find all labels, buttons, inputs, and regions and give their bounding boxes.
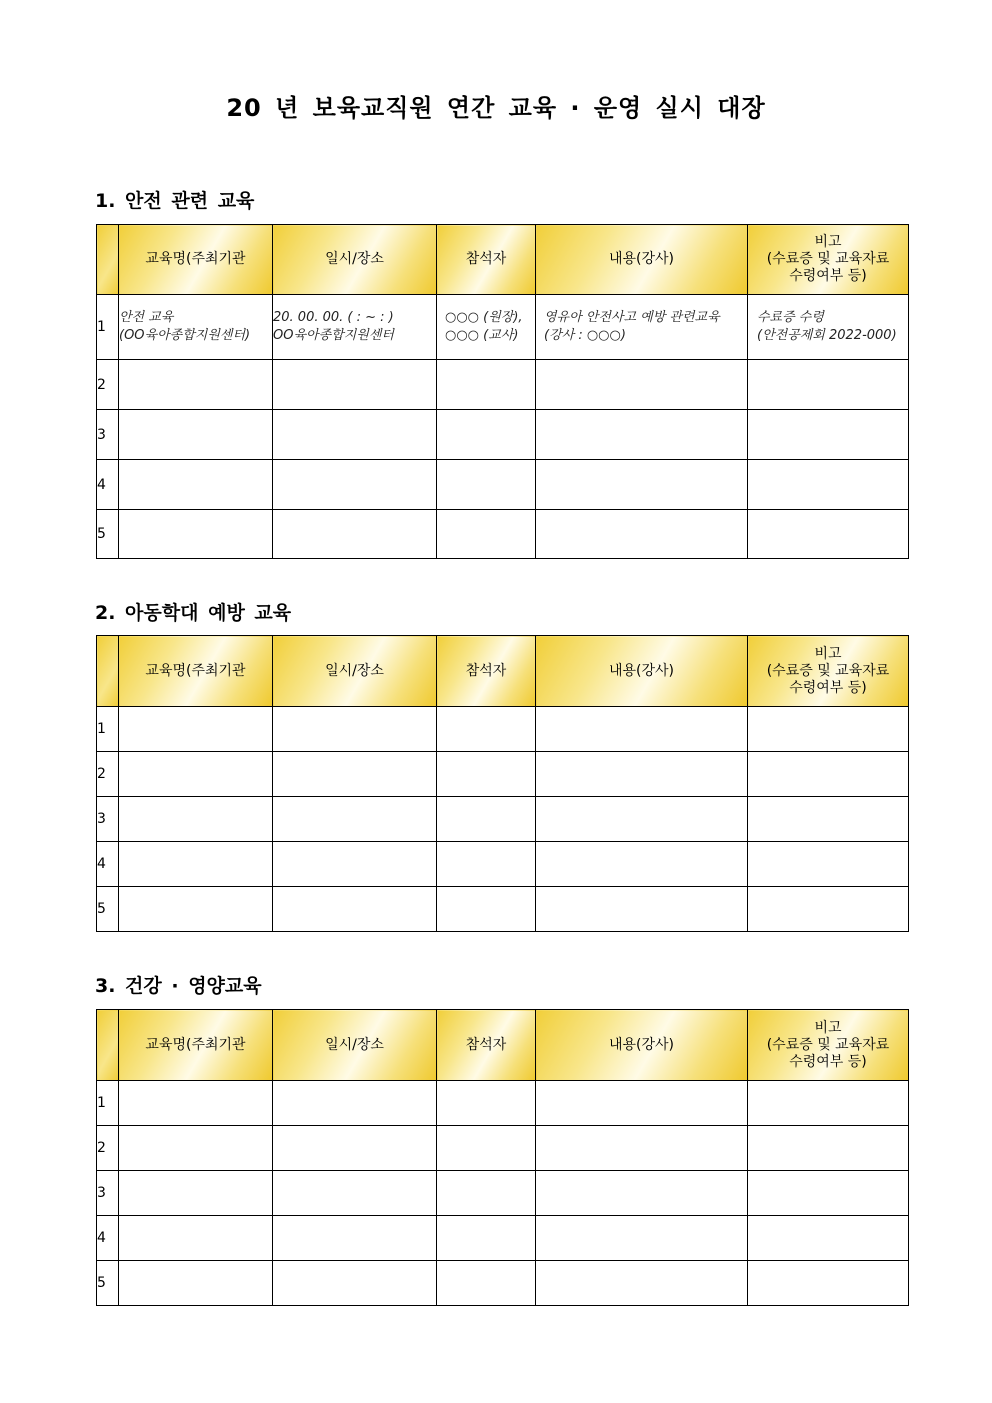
table-row [97, 842, 909, 887]
cell-remarks[interactable] [748, 797, 909, 842]
header-datetime: 일시/장소 [273, 225, 437, 295]
header-num [97, 636, 119, 707]
safety-education-table [96, 224, 909, 559]
cell-datetime[interactable] [273, 360, 437, 410]
name-line2: (OO육아종합지원센터) [119, 328, 251, 343]
header-remarks-line2: (수료증 및 교육자료 [766, 662, 890, 679]
row-number: 4 [97, 842, 119, 887]
cell-datetime[interactable] [273, 842, 437, 887]
cell-attendees[interactable] [437, 1171, 536, 1216]
cell-datetime[interactable] [273, 707, 437, 752]
cell-content[interactable] [536, 1171, 748, 1216]
header-content: 내용(강사) [536, 636, 748, 707]
header-row [97, 225, 909, 295]
cell-content[interactable] [536, 1081, 748, 1126]
cell-attendees[interactable] [437, 1081, 536, 1126]
cell-remarks[interactable] [748, 887, 909, 932]
datetime-line2: OO육아종합지원센터 [273, 328, 394, 343]
cell-attendees[interactable] [437, 752, 536, 797]
row-number: 1 [97, 1081, 119, 1126]
cell-attendees[interactable] [437, 797, 536, 842]
row-number: 1 [97, 707, 119, 752]
content-line2: (강사 : ○○○) [544, 328, 626, 343]
cell-attendees[interactable] [437, 460, 536, 510]
cell-content[interactable] [536, 707, 748, 752]
table-row [97, 510, 909, 559]
cell-content[interactable] [536, 1126, 748, 1171]
row-number: 3 [97, 1171, 119, 1216]
cell-remarks[interactable] [748, 842, 909, 887]
table-row [97, 707, 909, 752]
cell-name[interactable] [119, 797, 273, 842]
attendees-line2: ○○○ (교사) [445, 328, 519, 343]
cell-name[interactable] [119, 1216, 273, 1261]
cell-remarks[interactable] [748, 1126, 909, 1171]
cell-datetime[interactable] [273, 1216, 437, 1261]
header-remarks-line1: 비고 [814, 234, 842, 250]
cell-datetime[interactable] [273, 1081, 437, 1126]
content-line1: 영유아 안전사고 예방 관련교육 [544, 310, 720, 325]
header-name: 교육명(주최기관 [119, 225, 273, 295]
table-row [97, 797, 909, 842]
cell-content[interactable] [536, 797, 748, 842]
header-remarks-line3: 수령여부 등) [789, 268, 867, 284]
cell-attendees[interactable] [437, 707, 536, 752]
datetime-line1: 20. 00. 00. ( : ~ : ) [273, 310, 394, 325]
cell-remarks[interactable] [748, 360, 909, 410]
section-heading-child-abuse: 2. 아동학대 예방 교육 [95, 602, 292, 624]
cell-datetime[interactable] [273, 1171, 437, 1216]
cell-name[interactable] [119, 842, 273, 887]
cell-content[interactable] [536, 842, 748, 887]
row-number: 5 [97, 1261, 119, 1306]
cell-datetime[interactable] [273, 510, 437, 559]
cell-name[interactable] [119, 1126, 273, 1171]
section-heading-safety: 1. 안전 관련 교육 [95, 190, 255, 212]
cell-remarks[interactable] [748, 510, 909, 559]
table-row [97, 460, 909, 510]
health-nutrition-education-table [96, 1009, 909, 1306]
header-remarks-line1: 비고 [814, 645, 842, 662]
cell-datetime[interactable] [273, 410, 437, 460]
row-number: 2 [97, 360, 119, 410]
cell-datetime[interactable] [273, 752, 437, 797]
header-attendees: 참석자 [437, 636, 536, 707]
table-row [97, 1261, 909, 1306]
cell-name[interactable] [119, 410, 273, 460]
header-remarks-line3: 수령여부 등) [789, 1053, 867, 1070]
cell-content[interactable] [536, 1216, 748, 1261]
header-attendees: 참석자 [437, 225, 536, 295]
cell-content[interactable] [536, 410, 748, 460]
header-content: 내용(강사) [536, 1010, 748, 1081]
cell-datetime[interactable] [273, 460, 437, 510]
header-datetime: 일시/장소 [273, 1010, 437, 1081]
cell-content[interactable] [536, 887, 748, 932]
cell-attendees[interactable] [437, 410, 536, 460]
cell-attendees[interactable] [437, 1216, 536, 1261]
cell-attendees[interactable] [437, 842, 536, 887]
cell-remarks[interactable] [748, 1216, 909, 1261]
row-number: 3 [97, 797, 119, 842]
header-content: 내용(강사) [536, 225, 748, 295]
table-row [97, 1126, 909, 1171]
cell-content[interactable] [536, 295, 748, 360]
cell-remarks[interactable] [748, 1081, 909, 1126]
header-num [97, 1010, 119, 1081]
cell-datetime[interactable] [273, 887, 437, 932]
remarks-line1: 수료증 수령 [757, 310, 824, 325]
table-row [97, 360, 909, 410]
cell-remarks[interactable] [748, 410, 909, 460]
cell-name[interactable] [119, 360, 273, 410]
cell-name[interactable] [119, 707, 273, 752]
cell-datetime[interactable] [273, 1261, 437, 1306]
cell-content[interactable] [536, 460, 748, 510]
cell-datetime[interactable] [273, 295, 437, 360]
table-row [97, 1171, 909, 1216]
cell-remarks[interactable] [748, 707, 909, 752]
cell-name[interactable] [119, 1261, 273, 1306]
cell-attendees[interactable] [437, 510, 536, 559]
cell-remarks[interactable] [748, 460, 909, 510]
header-remarks-line2: (수료증 및 교육자료 [766, 1036, 890, 1053]
row-number: 5 [97, 510, 119, 559]
document-title: 20 년 보육교직원 연간 교육 · 운영 실시 대장 [226, 94, 766, 122]
name-line1: 안전 교육 [119, 310, 174, 325]
table-row [97, 1081, 909, 1126]
header-num [97, 225, 119, 295]
cell-name[interactable] [119, 1081, 273, 1126]
cell-remarks[interactable] [748, 295, 909, 360]
header-remarks [748, 1010, 909, 1081]
cell-remarks[interactable] [748, 1171, 909, 1216]
section-heading-health-nutrition: 3. 건강 · 영양교육 [95, 975, 262, 997]
header-remarks-line1: 비고 [814, 1019, 842, 1036]
cell-attendees[interactable] [437, 887, 536, 932]
cell-content[interactable] [536, 1261, 748, 1306]
table-row [97, 410, 909, 460]
table-row [97, 752, 909, 797]
row-number: 5 [97, 887, 119, 932]
cell-content[interactable] [536, 752, 748, 797]
cell-content[interactable] [536, 360, 748, 410]
cell-content[interactable] [536, 510, 748, 559]
table-row [97, 295, 909, 360]
attendees-line1: ○○○ (원장), [445, 310, 523, 325]
header-attendees: 참석자 [437, 1010, 536, 1081]
table-row [97, 887, 909, 932]
header-name: 교육명(주최기관 [119, 636, 273, 707]
header-name: 교육명(주최기관 [119, 1010, 273, 1081]
cell-datetime[interactable] [273, 1126, 437, 1171]
cell-attendees[interactable] [437, 1261, 536, 1306]
cell-attendees[interactable] [437, 360, 536, 410]
cell-name[interactable] [119, 1171, 273, 1216]
row-number: 2 [97, 1126, 119, 1171]
row-number: 3 [97, 410, 119, 460]
row-number: 4 [97, 1216, 119, 1261]
cell-datetime[interactable] [273, 797, 437, 842]
header-remarks-line3: 수령여부 등) [789, 679, 867, 696]
cell-remarks[interactable] [748, 752, 909, 797]
cell-name[interactable] [119, 295, 273, 360]
cell-attendees[interactable] [437, 1126, 536, 1171]
cell-name[interactable] [119, 510, 273, 559]
header-row [97, 636, 909, 707]
header-remarks-line2: (수료증 및 교육자료 [766, 251, 890, 267]
cell-attendees[interactable] [437, 295, 536, 360]
cell-name[interactable] [119, 460, 273, 510]
header-datetime: 일시/장소 [273, 636, 437, 707]
header-remarks [748, 225, 909, 295]
cell-name[interactable] [119, 752, 273, 797]
row-number: 1 [97, 295, 119, 360]
table-row [97, 1216, 909, 1261]
child-abuse-education-table [96, 635, 909, 932]
cell-name[interactable] [119, 887, 273, 932]
header-remarks [748, 636, 909, 707]
cell-remarks[interactable] [748, 1261, 909, 1306]
row-number: 4 [97, 460, 119, 510]
header-row [97, 1010, 909, 1081]
row-number: 2 [97, 752, 119, 797]
remarks-line2: (안전공제회 2022-000) [757, 328, 897, 343]
